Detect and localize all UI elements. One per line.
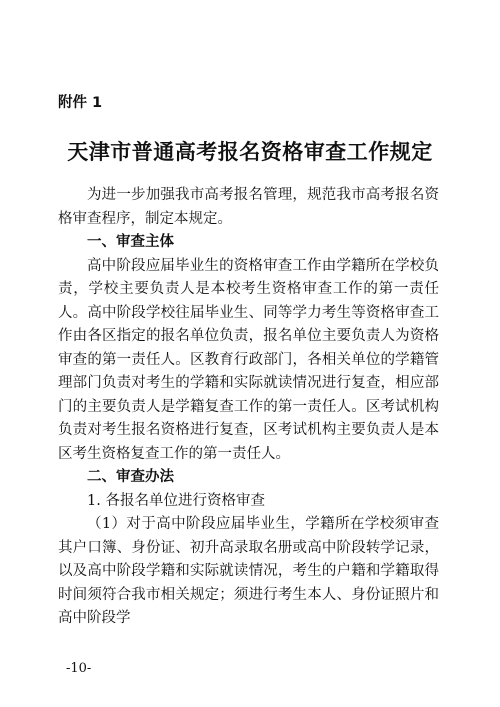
section-heading-review-method: 二、审查办法 (87, 469, 174, 485)
section-item-1: 1. 各报名单位进行资格审查 (87, 492, 265, 509)
document-title: 天津市普通高考报名资格审查工作规定 (67, 139, 433, 164)
attachment-label: 附件 1 (58, 95, 103, 111)
section-heading-review-subject: 一、审查主体 (87, 234, 174, 250)
section-paragraph-review-subject: 高中阶段应届毕业生的资格审查工作由学籍所在学校负责，学校主要负责人是本校考生资格审查工作的第一责任人。高中阶段学校往届毕业生、同等学力考生等资格审查工作由各区指定的报名单位负责，报名单位主要负责人为资格审查的第一责任人。区教育行政部门，各相关单位的学籍管理部门负责对考生的学籍和实际就读情况进行复查，相应部门的主要负责人是学籍复查工作的第一责任人。区考试机构负责对考生报名资格进行复查，区考试机构主要负责人是本区考生资格复查工作的第一责任人。 (58, 257, 439, 462)
document-body (58, 184, 439, 631)
section-item-1-sub-1: （1）对于高中阶段应届毕业生，学籍所在学校须审查其户口簿、身份证、初升高录取名册或高中阶段转学记录，以及高中阶段学籍和实际就读情况，考生的户籍和学籍取得时间须符合我市相关规定；须进行考生本人、身份证照片和高中阶段学 (58, 516, 439, 626)
page-number: -10- (66, 661, 92, 676)
intro-paragraph: 为进一步加强我市高考报名管理，规范我市高考报名资格审查程序，制定本规定。 (58, 187, 439, 227)
